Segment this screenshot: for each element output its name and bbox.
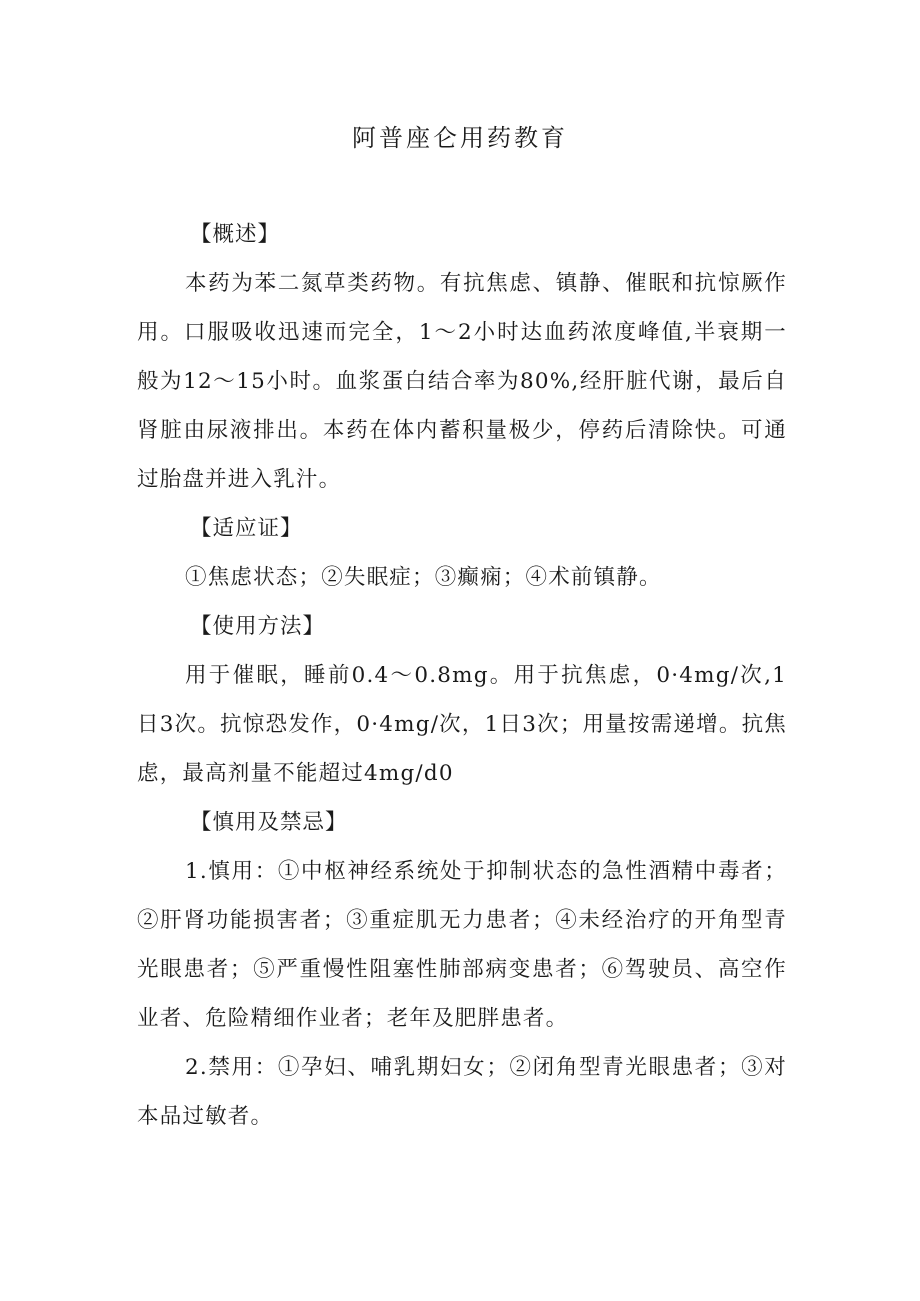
usage-heading: 【使用方法】 [190,614,326,639]
overview-heading: 【概述】 [190,222,281,247]
indications-paragraph: ①焦虑状态；②失眠症；③癫痫；④术前镇静。 [185,565,662,590]
document-title: 阿普座仑用药教育 [352,124,568,152]
overview-paragraph: 本药为苯二氮草类药物。有抗焦虑、镇静、催眠和抗惊厥作用。口服吸收迅速而完全，1～2小时达血药浓度峰值,半衰期一般为12～15小时。血浆蛋白结合率为80%,经肝脏代谢，最后自肾脏由尿液排出。本药在体内蓄积量极少，停药后清除快。可通过胎盘并进入乳汁。 [137,271,787,492]
caution-paragraph: 1.慎用：①中枢神经系统处于抑制状态的急性酒精中毒者；②肝肾功能损害者；③重症肌无力患者；④未经治疗的开角型青光眼患者；⑤严重慢性阻塞性肺部病变患者；⑥驾驶员、高空作业者、危险精细作业者；老年及肥胖患者。 [137,859,787,1031]
contraindication-paragraph: 2.禁用：①孕妇、哺乳期妇女；②闭角型青光眼患者；③对本品过敏者。 [137,1055,787,1129]
cautions-heading: 【慎用及禁忌】 [190,810,348,835]
indications-heading: 【适应证】 [190,516,303,541]
document-body [137,210,787,1141]
usage-paragraph: 用于催眠，睡前0.4～0.8mg。用于抗焦虑，0·4mg∕次,1日3次。抗惊恐发作，0·4mg∕次，1日3次；用量按需递增。抗焦虑，最高剂量不能超过4mg∕d0 [137,663,787,786]
